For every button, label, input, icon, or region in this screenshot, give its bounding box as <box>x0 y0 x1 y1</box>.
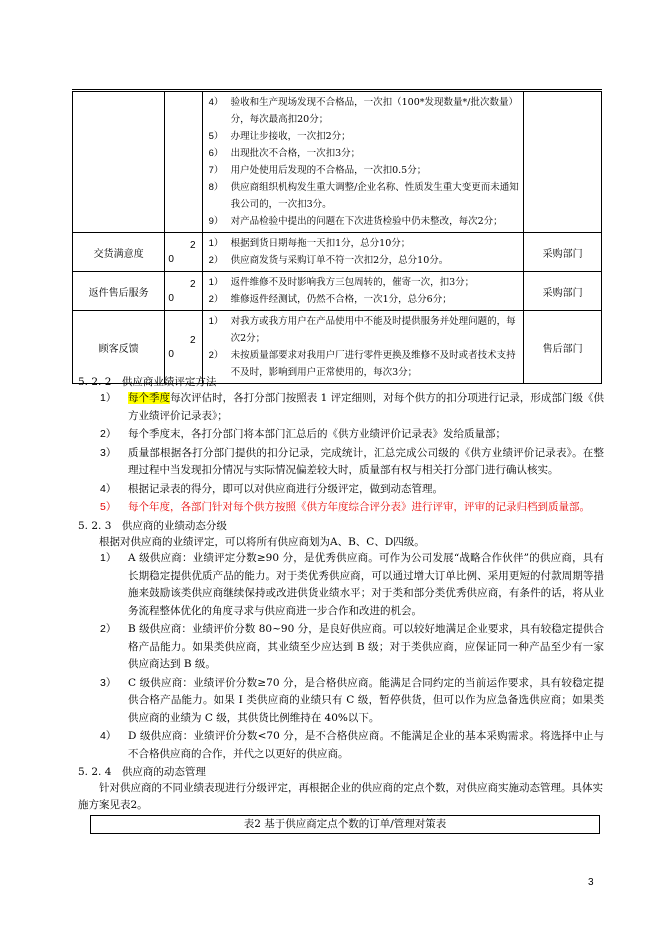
table-row <box>73 233 602 272</box>
score-digit-1: 2 <box>190 335 196 346</box>
rule-item <box>209 252 524 269</box>
rule-text: 用户处使用后发现的不合格品，一次扣0.5分； <box>230 165 427 176</box>
list-text: B 级供应商：业绩评价分数 80~90 分，是良好供应商。可以较好地满足企业要求，具有较稳定提供合格产品能力。如果类供应商，其业绩至少应达到 B 级；对于类供应商，应保证同一种产品至少有一家供应商达到 B 级。 <box>128 623 604 670</box>
rule-item <box>209 235 524 252</box>
list-text-rest: 每次评估时，各打分部门按照表 1 评定细则，对每个供方的扣分项进行记录，形成部门级《供方业绩评价记录表》； <box>128 392 605 422</box>
criterion-name: 交货满意度 <box>73 233 165 272</box>
section-heading-5-2-2: 5. 2. 2 供应商业绩评定方法 <box>78 376 217 388</box>
list-text: C 级供应商：业绩评价分数≥70 分，是合格供应商。能满足合同约定的当前运作要求，具有较稳定提供合格产品能力。如果 I 类供应商的业绩只有 C 级，暂停供货，但可以作为应急备选供应商；如果类供应商的业绩为 C 级，其供货比例维持在 40%以下。 <box>128 676 604 724</box>
list-number: 1） <box>100 552 117 564</box>
list-number: 4） <box>100 482 117 495</box>
rule-number: 9） <box>208 216 224 227</box>
rule-text: 出现批次不合格，一次扣3分； <box>230 148 361 159</box>
list-item <box>78 426 604 444</box>
responsible-department: 采购部门 <box>524 233 602 272</box>
list-number: 3） <box>100 676 117 689</box>
list-text: 每个季度末，各打分部门将本部门汇总后的《供方业绩评价记录表》发给质量部； <box>128 428 506 440</box>
section-heading-5-2-3: 5. 2. 3 供应商的业绩动态分级 <box>78 519 227 532</box>
responsible-department: 采购部门 <box>524 272 602 311</box>
section-intro: 根据对供应商的业绩评定，可以将所有供应商划为A、B、C、D四级。 <box>99 535 425 548</box>
rule-number: 5） <box>208 131 224 142</box>
rule-text: 供应商发货与采购订单不符一次扣2分，总分10分。 <box>230 255 449 266</box>
rule-number: 1） <box>208 238 224 249</box>
list-item <box>78 621 604 674</box>
table-top-rule <box>72 89 602 90</box>
rule-item <box>209 213 524 230</box>
list-text: D 级供应商：业绩评价分数<70 分，是不合格供应商。不能满足企业的基本采购需求。将选择中止与不合格供应商的合作，并代之以更好的供应商。 <box>128 730 604 760</box>
rule-number: 2） <box>208 350 224 361</box>
rule-number: 1） <box>208 277 224 288</box>
rule-number: 1） <box>208 316 224 327</box>
rule-item <box>209 179 524 213</box>
list-number: 5） <box>100 501 117 513</box>
criterion-name: 顾客反馈 <box>73 311 165 384</box>
list-item <box>78 675 604 728</box>
score-digit-2: 0 <box>168 254 174 265</box>
table-row <box>73 272 602 311</box>
list-item <box>78 550 604 620</box>
rule-text: 对产品检验中提出的问题在下次进货检验中仍未整改，每次2分； <box>230 216 503 227</box>
responsible-department <box>524 92 602 233</box>
rule-text: 验收和生产现场发现不合格品，一次扣（100*发现数量*/批次数量）分，每次最高扣20分； <box>230 97 518 125</box>
rule-text: 对我方或我方用户在产品使用中不能及时提供服务并处理问题的，每次2分； <box>230 316 516 344</box>
criterion-rules <box>202 272 524 311</box>
rule-number: 2） <box>208 255 224 266</box>
list-number: 3） <box>100 446 117 459</box>
section-heading-5-2-4: 5. 2. 4 供应商的动态管理 <box>78 766 206 778</box>
criterion-score <box>165 272 202 311</box>
criterion-score <box>165 233 202 272</box>
table-row <box>73 311 602 384</box>
rule-text: 维修返件经测试，仍然不合格，一次1分，总分6分； <box>230 294 452 305</box>
list-number: 1） <box>100 392 117 404</box>
list-number: 2） <box>100 623 117 635</box>
criterion-score <box>165 92 202 233</box>
list-text: 质量部根据各打分部门提供的扣分记录，完成统计，汇总完成公司级的《供方业绩评价记录表》。在整理过程中当发现扣分情况与实际情况偏差较大时，质量部有权与相关打分部门进行确认核实。 <box>128 446 604 476</box>
rule-item <box>209 162 524 179</box>
list-item <box>78 445 604 480</box>
rule-text: 返件维修不及时影响我方三包周转的，催寄一次，扣3分； <box>230 277 475 288</box>
list-item-red <box>78 499 604 517</box>
rule-text: 供应商组织机构发生重大调整/企业名称、性质发生重大变更而未通知我公司的，一次扣3分。 <box>230 182 519 210</box>
rule-number: 8） <box>208 182 224 193</box>
responsible-department: 售后部门 <box>524 311 602 384</box>
rule-number: 6） <box>208 148 224 159</box>
rule-number: 4） <box>208 97 224 108</box>
rule-item <box>209 313 524 347</box>
criterion-rules <box>202 233 524 272</box>
document-body <box>78 374 604 834</box>
list-text: 每个年度，各部门针对每个供方按照《供方年度综合评分表》进行评审，评审的记录归档到质量部。 <box>128 501 590 513</box>
rule-number: 7） <box>208 165 224 176</box>
list-number: 2） <box>100 428 117 440</box>
list-item <box>78 481 604 499</box>
evaluation-criteria-table <box>72 91 602 384</box>
rule-item <box>209 94 524 128</box>
score-digit-1: 2 <box>190 240 196 251</box>
criterion-name: 返件售后服务 <box>73 272 165 311</box>
criterion-score <box>165 311 202 384</box>
list-number: 4） <box>100 730 117 742</box>
criterion-name <box>73 92 165 233</box>
page-number: 3 <box>588 877 594 888</box>
score-digit-1: 2 <box>190 279 196 290</box>
rule-text: 根据到货日期每拖一天扣1分，总分10分； <box>230 238 411 249</box>
rule-item <box>209 291 524 308</box>
list-text <box>128 390 604 425</box>
score-digit-2: 0 <box>168 349 174 360</box>
list-item <box>78 390 604 425</box>
rule-item <box>209 145 524 162</box>
rule-item <box>209 274 524 291</box>
rule-item <box>209 128 524 145</box>
rule-text: 未按质量部要求对我用户厂进行零件更换及维修不及时或者技术支持不及时，影响到用户正常使用的，每次3分； <box>230 350 516 378</box>
section-paragraph: 针对供应商的不同业绩表现进行分级评定，再根据企业的供应商的定点个数，对供应商实施动态管理。具体实施方案见表2。 <box>78 782 603 811</box>
list-text: A 级供应商：业绩评定分数≥90 分，是优秀供应商。可作为公司发展“战略合作伙伴”的供应商，具有长期稳定提供优质产品的能力。对于类优秀供应商，可以通过增大订单比例、采用更短的付款周期等措施来鼓励该类供应商继续保持或改进供货业绩水平；对于类和部分类优秀供应商，有条件的话，将从业务流程整体优化的角度寻求与供应商进一步合作和改进的机会。 <box>128 552 604 617</box>
rule-text: 办理让步接收，一次扣2分； <box>230 131 351 142</box>
list-text: 根据记录表的得分，即可以对供应商进行分级评定，做到动态管理。 <box>128 482 443 495</box>
table-caption: 表2 基于供应商定点个数的订单/管理对策表 <box>90 815 600 834</box>
rule-number: 2） <box>208 294 224 305</box>
table-row <box>73 92 602 233</box>
score-digit-2: 0 <box>168 293 174 304</box>
highlighted-text: 每个季度 <box>128 392 171 404</box>
list-item <box>78 728 604 763</box>
criterion-rules <box>202 92 524 233</box>
criterion-rules <box>202 311 524 384</box>
